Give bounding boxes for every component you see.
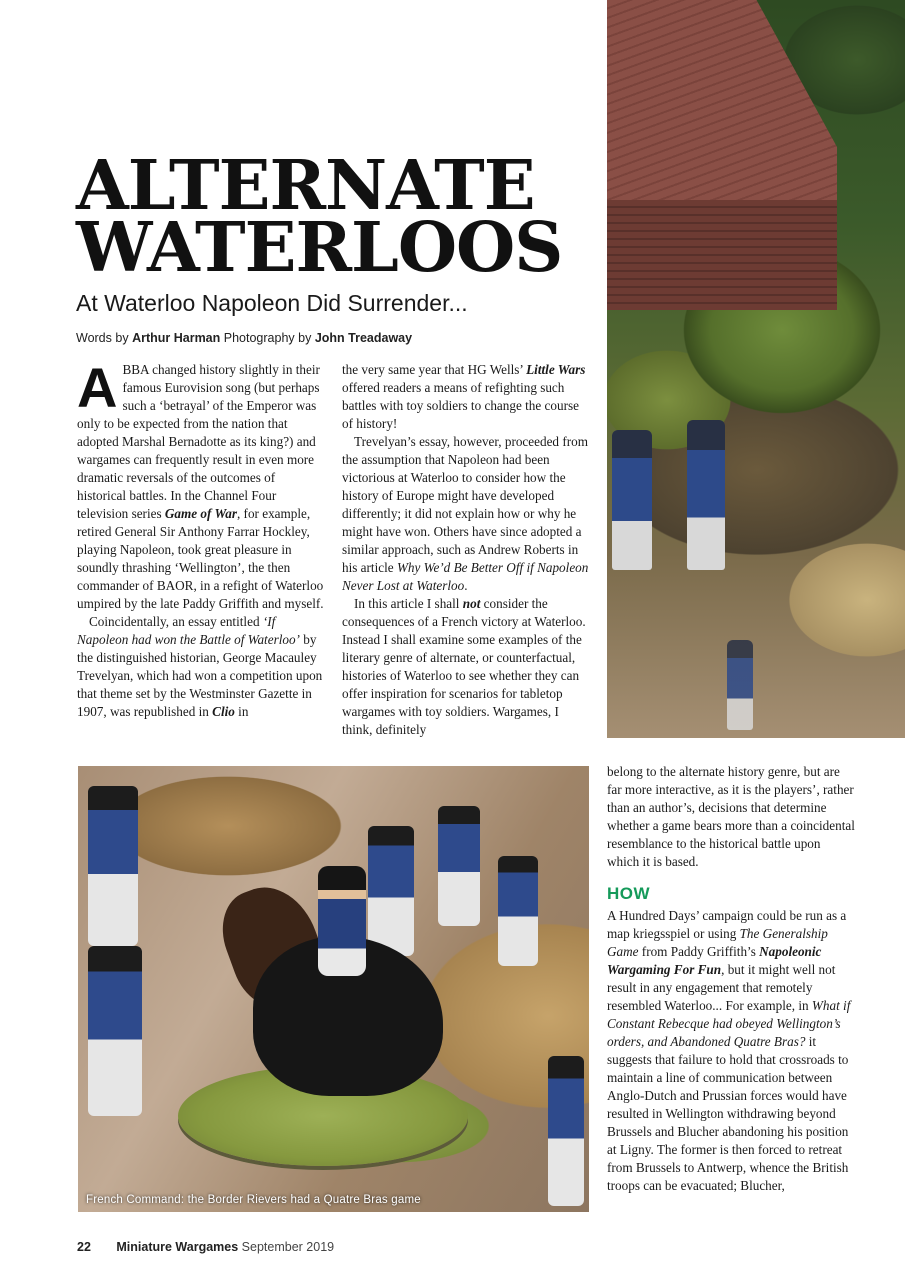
title-line-2: WATERLOOS	[76, 208, 563, 288]
text-column-1	[77, 356, 326, 721]
text-run: BBA changed history slightly in their famous Eurovision song (but perhaps such a ‘betrayal’ of the Emperor was only to be expected from the nation that adopted Marshal Bernadotte as its king?) and wargames can frequently result in even more dramatic reversals of the outcomes of historical battles. In the Channel Four television series	[77, 362, 320, 521]
photo-soldier	[88, 946, 142, 1116]
text-column-3	[607, 763, 855, 1195]
photo-soldier	[498, 856, 538, 966]
article-title	[76, 146, 563, 288]
emphasis-text: Game of War	[164, 506, 237, 521]
text-run: In this article I shall	[354, 596, 463, 611]
photo-caption: French Command: the Border Rievers had a Quatre Bras game	[86, 1194, 421, 1206]
text-run: Coincidentally, an essay entitled	[89, 614, 263, 629]
text-run: the very same year that HG Wells’	[342, 362, 527, 377]
text-run: in	[234, 704, 249, 719]
text-run: belong to the alternate history genre, but are far more interactive, as it is the players’, rather than an author’s, decisions that determine whether a game bears more than a coincidental resemblance to the historical battle upon which it is based.	[607, 764, 855, 869]
text-run: A Hundred Days’ campaign could be run as a map kriegsspiel or using	[607, 908, 847, 941]
photo-soldier	[548, 1056, 584, 1206]
text-run: it suggests that failure to hold that crossroads to maintain a line of communication between Anglo-Dutch and Prussian forces would have resulted in Wellington withdrawing beyond Brussels and Blucher abandoning his position at Ligny. The former is then forced to retreat from Brussels to Antwerp, whence the British troops can be evacuated; Blucher,	[607, 1034, 849, 1193]
page-number: 22	[77, 1240, 91, 1254]
text-run: by the distinguished historian, George Macauley Trevelyan, which had won a competition upon that theme set by the Westminster Gazette in 1907, was republished in	[77, 632, 323, 719]
byline-words-label: Words by	[76, 331, 129, 345]
photo-soldier	[612, 430, 652, 570]
text-run: , but it might well not result in any engagement that remotely resembled Waterloo... For example, in	[607, 962, 836, 1013]
article-subtitle: At Waterloo Napoleon Did Surrender...	[76, 290, 468, 316]
paragraph	[342, 595, 591, 739]
magazine-name: Miniature Wargames	[116, 1240, 239, 1254]
text-run: .	[464, 578, 468, 593]
emphasis-text: Clio	[212, 704, 235, 719]
emphasis-text: Why We’d Be Better Off if Napoleon Never Lost at Waterloo	[342, 560, 589, 593]
emphasis-text: Napoleonic Wargaming For Fun	[607, 944, 822, 977]
emphasis-text: ‘If Napoleon had won the Battle of Waterloo’	[77, 614, 300, 647]
page-footer	[77, 1240, 334, 1254]
text-run: , for example, retired General Sir Anthony Farrar Hockley, playing Napoleon, took great pleasure in soundly thrashing ‘Wellington’, the then commander of BAOR, in a refight of Waterloo umpired by the late Paddy Griffith and myself.	[77, 506, 324, 611]
photo-soldier	[727, 640, 753, 730]
byline-photo-label: Photography by	[223, 331, 312, 345]
photo-soldier	[368, 826, 414, 956]
emphasis-text: not	[462, 596, 481, 611]
header-photo	[607, 0, 905, 738]
text-column-2	[342, 361, 591, 739]
drop-cap: A	[77, 356, 118, 419]
main-photo	[78, 766, 589, 1212]
paragraph	[607, 907, 855, 1195]
text-run: from Paddy Griffith’s	[638, 944, 760, 959]
paragraph	[607, 763, 855, 871]
byline	[76, 331, 412, 345]
photo-rider	[318, 866, 366, 976]
paragraph	[342, 361, 591, 433]
emphasis-text: What if Constant Rebecque had obeyed Wellington’s orders, and Abandoned Quatre Bras?	[607, 998, 851, 1049]
photo-roof	[607, 0, 837, 210]
paragraph	[77, 613, 326, 721]
photo-brick-wall	[607, 200, 837, 310]
text-run: consider the consequences of a French victory at Waterloo. Instead I shall examine some examples of the literary genre of alternate, or counterfactual, histories of Waterloo to see whether they can offer inspiration for scenarios for tabletop wargames with toy soldiers. Wargames, I think, definitely	[342, 596, 586, 737]
photo-soldier	[88, 786, 138, 946]
emphasis-text: Little Wars	[526, 362, 586, 377]
paragraph	[342, 433, 591, 595]
byline-author: Arthur Harman	[132, 331, 221, 345]
byline-photographer: John Treadaway	[314, 331, 413, 345]
text-run: Trevelyan’s essay, however, proceeded from the assumption that Napoleon had been victorious at Waterloo to consider how the history of Europe might have developed differently; it did not explain how or why he might have won. Others have since adopted a similar approach, such as Andrew Roberts in his article	[342, 434, 588, 575]
title-line-1: ALTERNATE	[76, 146, 535, 226]
text-run: offered readers a means of refighting such battles with toy soldiers to change the course of history!	[342, 380, 579, 431]
emphasis-text: The Generalship Game	[607, 926, 828, 959]
section-heading: HOW	[607, 884, 651, 903]
photo-soldier	[438, 806, 480, 926]
photo-soldier	[687, 420, 725, 570]
issue-date: September 2019	[241, 1240, 335, 1254]
paragraph	[77, 356, 326, 613]
